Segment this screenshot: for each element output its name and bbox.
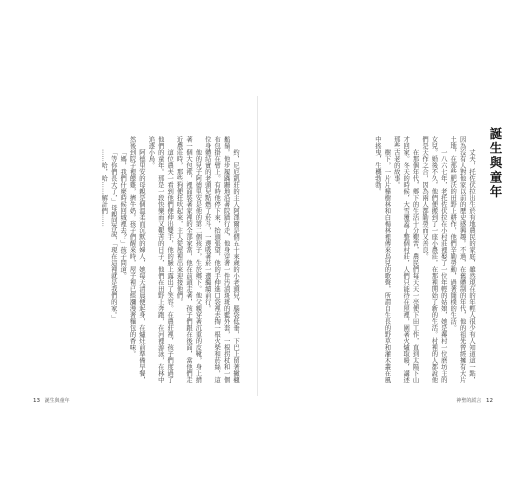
- paragraph: 丈夫，托佐伏拉出生於有地農民的家庭，雖然現在的年輕人很少有人知道這一點，因為沒有人對他家以前的歷史感興趣。不過，在舊體制的年代，他的祖先曾經擁有大片土地，在那些肥沃的田野上耕作，他們辛勤勞動，過著簡樸的生活。: [449, 136, 475, 383]
- paragraph: 他的兒子阿德里安是他的第二個孩子，生於鄉下。他父親穿著沉重的皮靴，身上揹著一個大包袱，裡面裝著家裡的全部家當，他在前頭走著，孩子們跟在後面，當他們走近農莊時，那些狗便狂吠起來，主人從屋裡出來迎接他們。: [175, 136, 202, 383]
- paragraph: 阿德里安的母親是個溫柔而沉默的婦人，她每天清晨便起身，在爐灶前準備早餐，然後到院子裡餵雞，擠牛奶。孩子們醒來時，屋子裡已經瀰漫著麵包的香味。: [128, 136, 145, 383]
- running-head: 誕生與童年: [44, 398, 70, 404]
- paragraph: 在那個年代，鄉下的生活十分艱苦，農民們每天天一亮便下田工作，直到太陽下山才回家。冬天的時候，大雪覆蓋了整個村莊，人們只能待在屋裡，圍著火爐取暖，講述那些古老的故事。: [392, 136, 419, 383]
- right-page-footer: [456, 397, 496, 404]
- page-number: 13: [33, 398, 40, 404]
- paragraph: 樹下，一片片樺樹林和白楊林裡傳來鳥兒的歌聲，所謂自生長的野草和灌木叢在風中搖曳，生機勃勃。: [373, 136, 391, 383]
- right-page: [262, 96, 514, 404]
- left-page: [6, 96, 253, 404]
- left-page-body: [12, 136, 240, 389]
- paragraph: 「等你們長大了，」母親回答說，「現在這裡就是我們的家。」: [109, 148, 117, 322]
- running-head: 神聖的謊言: [456, 398, 482, 404]
- right-page-body: [270, 136, 476, 389]
- paragraph: 約，尼厄凱莊的主人阿澤爾是個五十來歲的小老頭兒，腦袋低垂，下巴上留著撇翹鬍鬚。他步履蹣跚地沿著院牆行走，他身穿著一件汚漬斑斑的藍外套，一根拐杖和一個布包掛在臂上。有時他停下來，抬頭張望，他的手伸進口袋裡去掏一根火柴和菸絲，這位身體結實的老頭兒點燃了菸斗，一邊吸著菸一邊繼續前行。: [203, 136, 239, 383]
- page-number: 12: [486, 398, 493, 404]
- paragraph: ……哈，哈……解計們……: [100, 148, 108, 227]
- paragraph: 這位農夫一看到他們便伸出雙手，他的臉上露出了笑容。在農莊裡，孩子們度過了他們的童年。那是一段快樂而又艱苦的日子，他們在田野上奔跑，在河裡游泳，在林中追逐小鳥。: [147, 136, 174, 383]
- left-page-footer: [30, 397, 70, 404]
- chapter-title: 誕生與童年: [488, 127, 503, 200]
- paragraph: 「媽，我們什麼時候回城裡去？」孩子問道。: [119, 148, 127, 279]
- book-gutter: [257, 96, 258, 396]
- paragraph: 一八六七年，老托佐伏拉在小村莊裡娶了一位年輕的姑娘，她是鄰村一位磨坊主的女兒。婚後不久，他們便搬到了一座小農莊，在那裡開始了新的生活。村裡的人都說他們是天作之合，因為兩人都勤勞而又善良。: [420, 136, 447, 383]
